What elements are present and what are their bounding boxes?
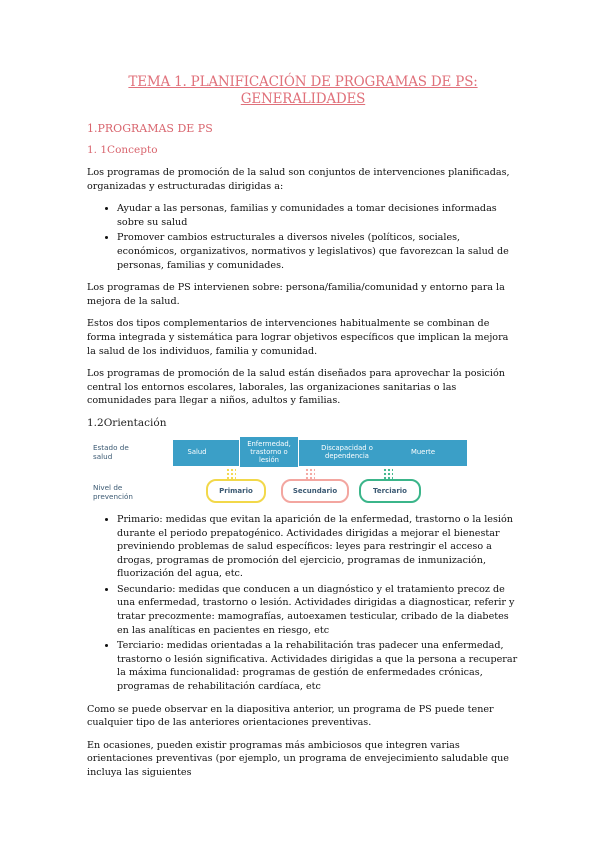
- list-item: • Terciario: medidas orientadas a la rehabilitación tras padecer una enfermedad, trastorno o lesión significativa. Actividades dirigidas a que la persona a recuperar la máxima funcionalidad: programas de gestión de enfermedades crónicas, programas de rehabilitación cardíaca, etc: [117, 639, 519, 693]
- dots-primario: [226, 468, 236, 479]
- stage-salud: Salud: [187, 447, 207, 456]
- list-item: • Secundario: medidas que conducen a un diagnóstico y el tratamiento precoz de una enfermedad, trastorno o lesión. Actividades dirigidas a diagnosticar, referir y tratar precozmente: mamografías, autoexamen testicular, cribado de la diabetes en las analíticas en pacientes en riesgo, etc: [117, 583, 519, 637]
- dots-secundario: [305, 468, 315, 479]
- document-title: [87, 74, 519, 108]
- document-page: [87, 74, 519, 789]
- bullet-list: [87, 513, 519, 694]
- paragraph: Los programas de PS intervienen sobre: persona/familia/comunidad y entorno para la mejora de la salud.: [87, 282, 505, 307]
- list-item: • Promover cambios estructurales a diversos niveles (políticos, sociales, económicos, organizativos, normativos y legislativos) que favorezcan la salud de personas, familias y comunidades.: [117, 231, 519, 272]
- diagram-label-estado: Estado de salud: [93, 442, 129, 461]
- level-terciario: Terciario: [359, 479, 421, 503]
- prevention-diagram: [93, 437, 463, 511]
- title-line-1: TEMA 1. PLANIFICACIÓN DE PROGRAMAS DE PS:: [128, 74, 478, 90]
- level-secundario: Secundario: [281, 479, 349, 503]
- stage-muerte: Muerte: [411, 447, 435, 456]
- dots-terciario: [383, 468, 393, 479]
- subsection-heading-concepto: 1. 1Concepto: [87, 144, 158, 156]
- paragraph: Estos dos tipos complementarios de intervenciones habitualmente se combinan de forma integrada y sistemática para lograr objetivos específicos que implican la mejora la salud de los individuos, familia y comunidad.: [87, 318, 509, 357]
- paragraph: En ocasiones, pueden existir programas más ambiciosos que integren varias orientaciones preventivas (por ejemplo, un programa de envejecimiento saludable que incluya las siguientes: [87, 739, 509, 778]
- list-item: • Primario: medidas que evitan la aparición de la enfermedad, trastorno o la lesión durante el periodo prepatogénico. Actividades dirigidas a mejorar el bienestar previniendo problemas de salud específicos: leyes para restringir el acceso a drogas, programas de promoción del ejercicio, programas de inmunización, fluorización del agua, etc.: [117, 513, 519, 581]
- diagram-label-nivel: Nivel de prevención: [93, 482, 133, 501]
- subsection-heading-orientacion: 1.2Orientación: [87, 416, 167, 429]
- paragraph: Como se puede observar en la diapositiva anterior, un programa de PS puede tener cualquier tipo de las anteriores orientaciones preventivas.: [87, 703, 494, 729]
- list-item: • Ayudar a las personas, familias y comunidades a tomar decisiones informadas sobre su salud: [117, 202, 519, 229]
- paragraph: Los programas de promoción de la salud están diseñados para aprovechar la posición central los entornos escolares, laborales, las organizaciones sanitarias o las comunidades para llegar a niños, adultos y familias.: [87, 368, 505, 407]
- stage-enfermedad: Enfermedad, trastorno o lesión: [239, 437, 299, 467]
- level-primario: Primario: [206, 479, 266, 503]
- paragraph: Los programas de promoción de la salud son conjuntos de intervenciones planificadas, organizadas y estructuradas dirigidas a:: [87, 167, 510, 192]
- stage-discapacidad: Discapacidad o dependencia: [321, 443, 373, 460]
- title-line-2: GENERALIDADES: [240, 91, 366, 107]
- bullet-list: [87, 202, 519, 272]
- section-heading: 1.PROGRAMAS DE PS: [87, 122, 213, 135]
